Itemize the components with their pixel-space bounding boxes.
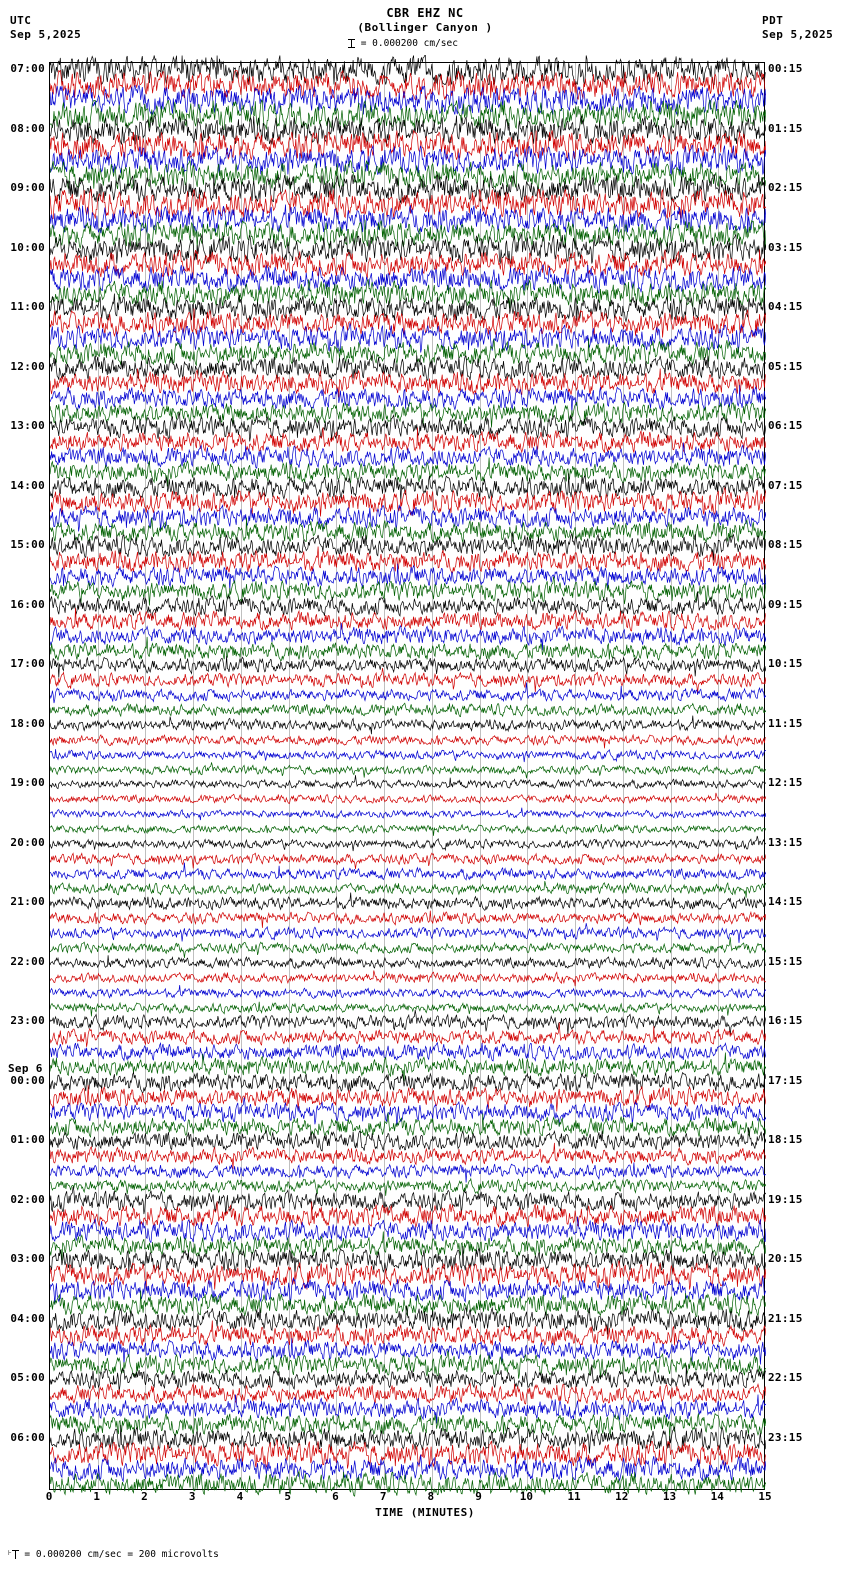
right-timezone-block bbox=[762, 14, 834, 41]
y-axis-label-utc: 09:00 bbox=[10, 181, 45, 195]
chart-title: CBR EHZ NC bbox=[386, 6, 464, 20]
y-axis-label-pdt: 18:15 bbox=[768, 1133, 803, 1147]
scale-indicator bbox=[348, 38, 458, 49]
y-axis-label-pdt: 02:15 bbox=[768, 181, 803, 195]
seismic-trace bbox=[50, 1469, 766, 1499]
x-axis-tick-label: 10 bbox=[519, 1490, 533, 1503]
y-axis-label-pdt: 00:15 bbox=[768, 62, 803, 76]
x-axis-tick-label: 9 bbox=[475, 1490, 482, 1503]
y-axis-label-utc: 20:00 bbox=[10, 835, 45, 849]
y-axis-label-pdt: 16:15 bbox=[768, 1014, 803, 1028]
x-axis-tick-label: 0 bbox=[45, 1490, 53, 1503]
y-axis-label-pdt: 04:15 bbox=[768, 300, 803, 314]
y-axis-label-pdt: 10:15 bbox=[768, 657, 803, 671]
left-date-label: Sep 5,2025 bbox=[10, 28, 82, 41]
y-axis-label-pdt: 22:15 bbox=[768, 1371, 803, 1385]
y-axis-label-pdt: 08:15 bbox=[768, 538, 803, 552]
y-axis-label-pdt: 19:15 bbox=[768, 1192, 803, 1206]
y-axis-label-utc: 07:00 bbox=[10, 62, 45, 76]
y-axis-label-pdt: 23:15 bbox=[768, 1430, 803, 1444]
y-axis-label-pdt: 09:15 bbox=[768, 597, 803, 611]
y-axis-label-utc: 17:00 bbox=[10, 657, 45, 671]
y-axis-label-utc: 02:00 bbox=[10, 1192, 45, 1206]
x-axis-tick-label: 13 bbox=[662, 1490, 677, 1503]
y-axis-label-pdt: 15:15 bbox=[768, 954, 803, 968]
y-axis-label-pdt: 07:15 bbox=[768, 478, 803, 492]
y-axis-label-utc: 05:00 bbox=[10, 1371, 45, 1385]
x-axis-tick-label: 15 bbox=[758, 1490, 772, 1503]
right-date-label: Sep 5,2025 bbox=[762, 28, 834, 41]
y-axis-label-utc: 23:00 bbox=[10, 1014, 45, 1028]
y-axis-label-pdt: 12:15 bbox=[768, 776, 803, 790]
right-timezone-label: PDT bbox=[762, 14, 784, 27]
chart-header bbox=[0, 0, 850, 58]
x-axis-tick-label: 6 bbox=[332, 1490, 339, 1503]
x-axis-tick-label: 11 bbox=[567, 1490, 581, 1503]
y-axis-label-utc: 16:00 bbox=[10, 597, 45, 611]
y-axis-label-utc: 13:00 bbox=[10, 419, 45, 433]
left-timezone-label: UTC bbox=[10, 14, 32, 27]
y-axis-label-pdt: 13:15 bbox=[768, 835, 803, 849]
chart-subtitle: (Bollinger Canyon ) bbox=[357, 21, 493, 34]
y-axis-label-utc: 12:00 bbox=[10, 359, 45, 373]
y-axis-label-utc: 06:00 bbox=[10, 1430, 45, 1444]
y-axis-label-utc: 22:00 bbox=[10, 954, 45, 968]
y-axis-label-utc: 14:00 bbox=[10, 478, 45, 492]
x-axis-tick-label: 7 bbox=[379, 1490, 387, 1503]
footer-scale-note bbox=[8, 1549, 219, 1560]
x-axis-tick-label: 2 bbox=[141, 1490, 148, 1503]
x-axis-tick-label: 14 bbox=[710, 1490, 724, 1503]
footer-prefix: ⊦ bbox=[8, 1549, 12, 1557]
y-axis-label-pdt: 06:15 bbox=[768, 419, 803, 433]
y-axis-label-utc: 21:00 bbox=[10, 895, 45, 909]
y-axis-label-pdt: 11:15 bbox=[768, 716, 803, 730]
seismogram-plot bbox=[49, 62, 765, 1490]
x-axis-tick-label: 5 bbox=[284, 1490, 291, 1503]
y-axis-label-pdt: 01:15 bbox=[768, 121, 803, 135]
scale-note-label: = 0.000200 cm/sec bbox=[360, 38, 458, 49]
x-axis-tick-label: 12 bbox=[615, 1490, 629, 1503]
x-axis-tick-label: 3 bbox=[188, 1490, 196, 1503]
scale-bar-icon bbox=[348, 39, 355, 48]
y-axis-label-utc: 19:00 bbox=[10, 776, 45, 790]
x-axis-title: TIME (MINUTES) bbox=[375, 1506, 475, 1519]
x-axis-tick-label: 8 bbox=[427, 1490, 435, 1503]
footer-text: = 0.000200 cm/sec = 200 microvolts bbox=[24, 1549, 219, 1560]
y-axis-label-utc: 03:00 bbox=[10, 1252, 45, 1266]
x-axis-tick-label: 1 bbox=[93, 1490, 101, 1503]
y-axis-label-pdt: 14:15 bbox=[768, 895, 803, 909]
y-axis-label-utc: 01:00 bbox=[10, 1133, 45, 1147]
y-axis-label-utc: 04:00 bbox=[10, 1311, 45, 1325]
y-axis-label-utc: 10:00 bbox=[10, 240, 45, 254]
footer-scale-bar-icon bbox=[12, 1550, 19, 1559]
y-axis-label-pdt: 21:15 bbox=[768, 1311, 803, 1325]
y-axis-label-utc: 11:00 bbox=[10, 300, 45, 314]
y-axis-label-utc: 15:00 bbox=[10, 538, 45, 552]
y-axis-label-pdt: 20:15 bbox=[768, 1252, 803, 1266]
x-axis bbox=[45, 1490, 772, 1503]
y-axis-label-utc: 08:00 bbox=[10, 121, 45, 135]
day-change-marker: Sep 6 bbox=[8, 1061, 43, 1075]
y-axis-label-utc: 00:00 bbox=[10, 1073, 45, 1087]
y-axis-label-pdt: 03:15 bbox=[768, 240, 803, 254]
y-axis-label-pdt: 05:15 bbox=[768, 359, 803, 373]
x-axis-tick-label: 4 bbox=[236, 1490, 244, 1503]
y-axis-label-utc: 18:00 bbox=[10, 716, 45, 730]
y-axis-label-pdt: 17:15 bbox=[768, 1073, 803, 1087]
